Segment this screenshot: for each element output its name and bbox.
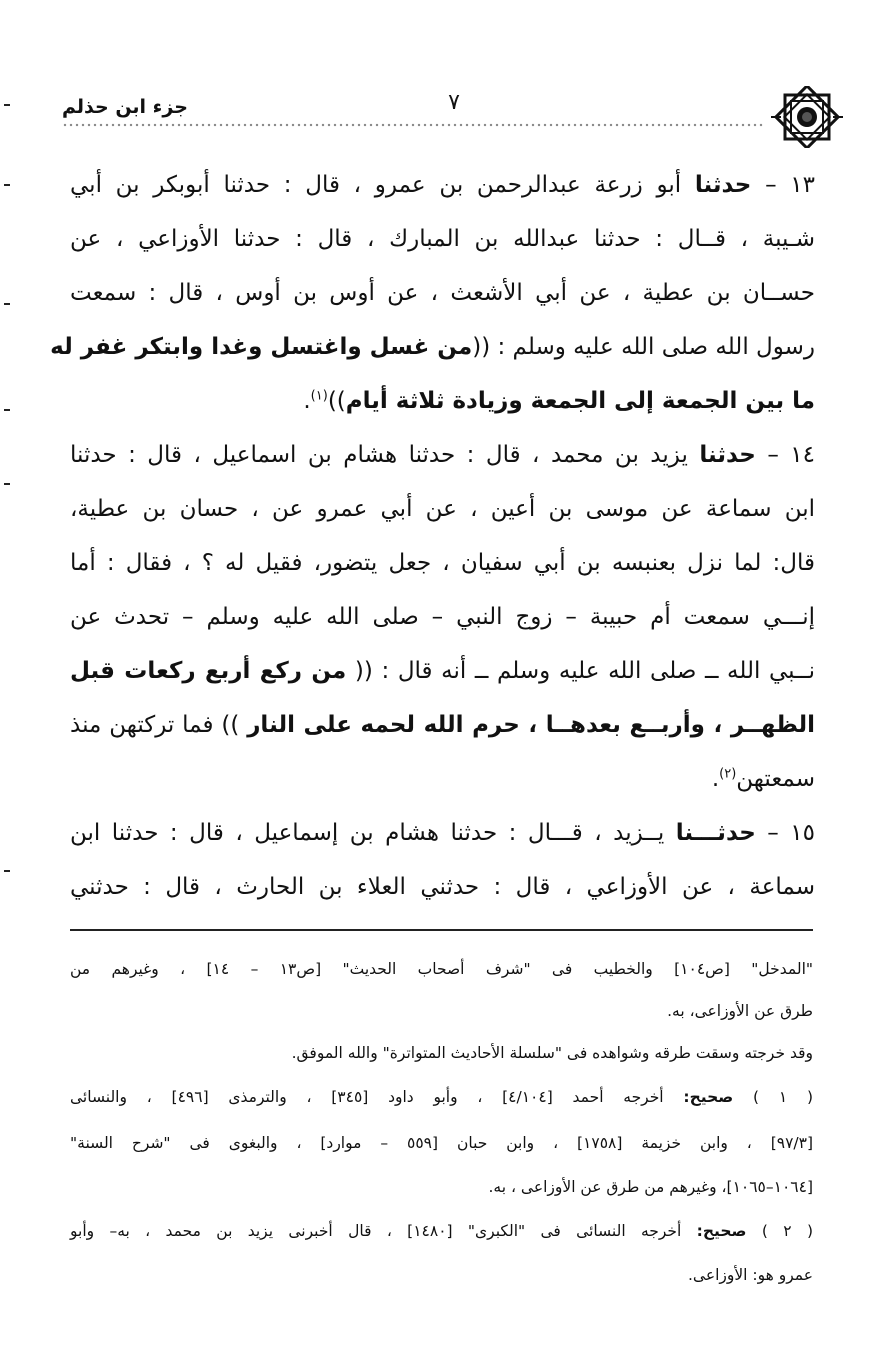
hadith-14-line-1: ١٤ – حدثنا يزيد بن محمد ، قال : حدثنا هشام بن اسماعيل ، قال : حدثنا [70, 442, 815, 468]
scan-edge-mark [4, 483, 10, 485]
page-number: ٧ [448, 90, 460, 115]
hadith-15-line-1: ١٥ – حدثـــنا يــزيد ، قـــال : حدثنا هشام بن إسماعيل ، قال : حدثنا ابن [70, 820, 815, 846]
footnote-1-line-1: ( ١ ) صحيح: أخرجه أحمد [٤/١٠٤] ، وأبو داود [٣٤٥] ، والترمذى [٤٩٦] ، والنسائى [70, 1088, 813, 1106]
scan-edge-mark [4, 303, 10, 305]
main-text [50, 158, 816, 914]
hadith-14-line-5: نــبي الله ــ صلى الله عليه وسلم ــ أنه قال : (( من ركع أربع ركعات قبل [70, 658, 815, 684]
hadith-14-line-7: سمعتهن$^{(٢)}$. [711, 766, 815, 792]
hadith-13-line-2: شـيبة ، قــال : حدثنا عبدالله بن المبارك ، قال : حدثنا الأوزاعي ، عن [70, 226, 815, 252]
footnote-2-grade: صحيح: [696, 1222, 747, 1240]
footnote-continuation-line-2: طرق عن الأوزاعى، به. [667, 1002, 813, 1020]
footnote-2-line-2: عمرو هو: الأوزاعى. [687, 1266, 813, 1284]
hadith-14-line-6: الظهــر ، وأربــع بعدهــا ، حرم الله لحمه على النار )) فما تركتهن منذ [70, 712, 815, 738]
hadith-13-line-1: ١٣ – حدثنا أبو زرعة عبدالرحمن بن عمرو ، قال : حدثنا أبوبكر بن أبي [70, 172, 816, 198]
hadith-14-line-2: ابن سماعة عن موسى بن أعين ، عن أبي عمرو عن ، حسان بن عطية، [70, 496, 815, 522]
footnote-ref-2: (٢) [719, 766, 737, 782]
scan-edge-mark [4, 184, 10, 186]
footnote-separator [70, 929, 813, 931]
header-dotted-rule [62, 122, 763, 128]
footnote-1-line-3: [١٠٦٤–١٠٦٥]، وغيرهم من طرق عن الأوزاعى ، به. [488, 1178, 813, 1196]
hadith-15-line-2: سماعة ، عن الأوزاعي ، قال : حدثني العلاء بن الحارث ، قال : حدثني [70, 874, 815, 900]
hadith-13-line-4: رسول الله صلى الله عليه وسلم : ((من غسل واغتسل وغدا وابتكر غفر له [50, 334, 815, 360]
footnote-2-line-1: ( ٢ ) صحيح: أخرجه النسائى فى "الكبرى" [١٤٨٠] ، قال أخبرنى يزيد بن محمد ، به– وأبو [70, 1222, 814, 1240]
scan-edge-mark [4, 870, 10, 872]
book-title: جزء ابن حذلم [62, 96, 188, 118]
hadith-13-line-5: ما بين الجمعة إلى الجمعة وزيادة ثلاثة أيام))$^{(١)}$. [303, 388, 815, 414]
footnote-1-grade: صحيح: [683, 1088, 734, 1106]
footnote-continuation-line-1: "المدخل" [ص١٠٤] والخطيب فى "شرف أصحاب الحديث" [ص١٣ – ١٤] ، وغيرهم من [70, 960, 814, 978]
hadith-13-line-3: حســان بن عطية ، عن أبي الأشعث ، عن أوس بن أوس ، قال : سمعت [70, 280, 815, 306]
hadith-14-line-3: قال: لما نزل بعنبسه بن أبي سفيان ، جعل يتضور، فقيل له ؟ ، فقال : أما [70, 550, 815, 576]
footnote-1-line-2: [٩٧/٣] ، وابن خزيمة [١٧٥٨] ، وابن حبان [٥٥٩ – موارد] ، والبغوى فى "شرح السنة" [70, 1134, 814, 1152]
footnote-ref-1: (١) [310, 388, 328, 404]
footnote-continuation-line-3: وقد خرجته وسقت طرقه وشواهده فى "سلسلة الأحاديث المتواترة" والله الموفق. [291, 1044, 813, 1062]
scan-edge-mark [4, 409, 10, 411]
footnotes [70, 948, 813, 1296]
star-ornament-icon [769, 86, 845, 148]
scan-edge-mark [4, 104, 10, 106]
hadith-14-line-4: إنـــي سمعت أم حبيبة – زوج النبي – صلى الله عليه وسلم – تحدث عن [70, 604, 815, 630]
page-header [62, 86, 855, 148]
